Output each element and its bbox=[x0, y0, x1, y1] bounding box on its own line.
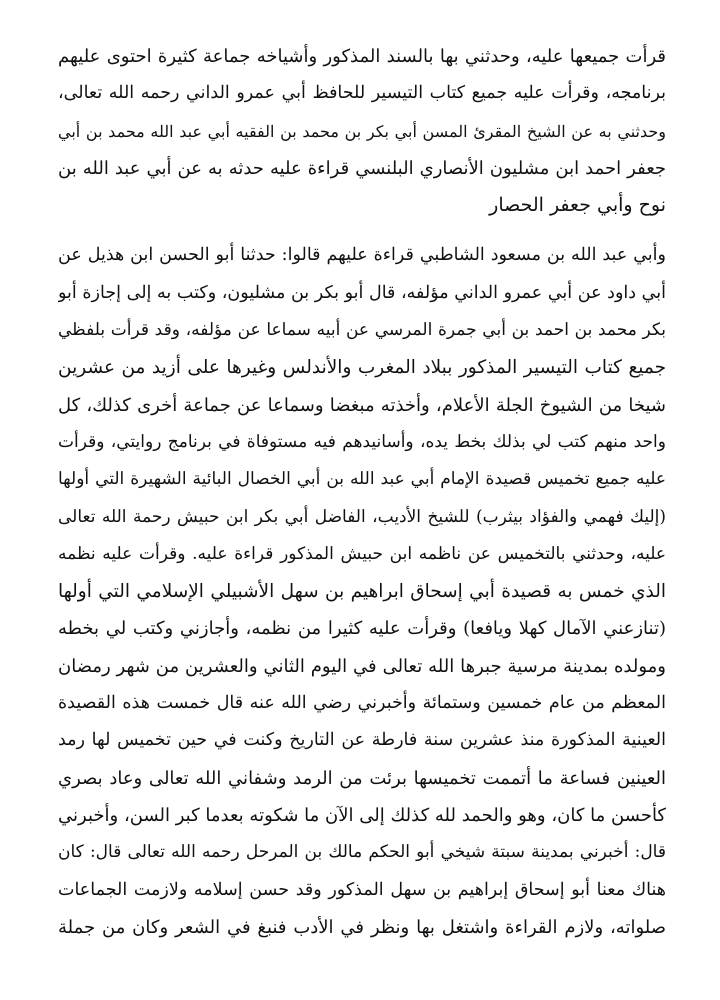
text-line: هناك معنا أبو إسحاق إبراهيم بن سهل المذكور وقد حسن إسلامه ولازمت الجماعات bbox=[58, 879, 666, 900]
text-line: العينين فساعة ما أتممت تخميسها برئت من الرمد وشفاني الله تعالى وعاد بصري bbox=[58, 767, 666, 789]
text-line: نوح وأبي جعفر الحصار bbox=[489, 194, 666, 217]
text-line: العينية المذكورة منذ عشرين سنة فارطة عن التاريخ وكنت في حين تخميس لها رمد bbox=[58, 730, 666, 751]
text-line: برنامجه، وقرأت عليه جميع كتاب التيسير للحافظ أبي عمرو الداني رحمه الله تعالى، bbox=[58, 83, 666, 104]
paragraph-1 bbox=[58, 38, 666, 224]
text-line: أبي داود عن أبي عمرو الداني مؤلفه، قال أبو بكر بن مشليون، وكتب به إلى إجازة أبو bbox=[58, 282, 666, 303]
text-line: المعظم من عام خمسين وستمائة وأخبرني رضي الله عنه قال خمست هذه القصيدة bbox=[58, 693, 666, 714]
text-line: قرأت جميعها عليه، وحدثني بها بالسند المذكور وأشياخه جماعة كثيرة احتوى عليهم bbox=[58, 46, 666, 67]
paragraph-spacer bbox=[58, 224, 666, 237]
paragraph-2 bbox=[58, 237, 666, 946]
text-line: عليه جميع تخميس قصيدة الإمام أبي عبد الله بن أبي الخصال البائية الشهيرة التي أولها bbox=[58, 469, 666, 490]
text-line: عليه، وحدثني بالتخميس عن ناظمه ابن حبيش المذكور قراءة عليه. وقرأت عليه نظمه bbox=[58, 543, 666, 564]
text-line: الذي خمس به قصيدة أبي إسحاق ابراهيم بن سهل الأشبيلي الإسلامي التي أولها bbox=[58, 581, 666, 603]
text-line: وحدثني به عن الشيخ المقرئ المسن أبي بكر بن محمد بن الفقيه أبي عبد الله محمد بن أبي bbox=[58, 121, 666, 141]
text-line: بكر محمد بن احمد بن أبي جمرة المرسي عن أبيه سماعا عن مؤلفه، وقد قرأت بلفظي bbox=[58, 320, 666, 341]
text-line: ومولده بمدينة مرسية جبرها الله تعالى في اليوم الثاني والعشرين من شهر رمضان bbox=[58, 655, 666, 677]
text-line: (تنازعني الآمال كهلا ويافعا) وقرأت عليه كثيرا من نظمه، وأجازني وكتب لي بخطه bbox=[58, 618, 666, 640]
text-line: جعفر احمد ابن مشليون الأنصاري البلنسي قراءة عليه حدثه به عن أبي عبد الله بن bbox=[58, 157, 666, 179]
text-line: قال: أخبرني بمدينة سبتة شيخي أبو الحكم مالك بن المرحل رحمه الله تعالى قال: كان bbox=[58, 842, 666, 863]
text-line: وأبي عبد الله بن مسعود الشاطبي قراءة عليهم قالوا: حدثنا أبو الحسن ابن هذيل عن bbox=[58, 245, 666, 266]
text-line: شيخا من الشيوخ الجلة الأعلام، وأخذته مبغضا وسماعا عن جماعة أخرى كذلك، كل bbox=[58, 394, 666, 416]
text-line: صلواته، ولازم القراءة واشتغل بها ونظر في الأدب فنبغ في الشعر وكان من جملة bbox=[58, 916, 666, 938]
text-line: جميع كتاب التيسير المذكور ببلاد المغرب والأندلس وغيرها على أزيد من عشرين bbox=[58, 357, 666, 379]
text-line: واحد منهم كتب لي بذلك بخط يده، وأسانيدهم فيه مستوفاة في برنامج روايتي، وقرأت bbox=[58, 431, 666, 452]
text-line: كأحسن ما كان، وهو والحمد لله كذلك إلى الآن ما شكوته بعدما كبر السن، وأخبرني bbox=[58, 804, 666, 826]
document-page bbox=[58, 38, 666, 946]
text-line: (إليك فهمي والفؤاد بيثرب) للشيخ الأديب، الفاضل أبي بكر ابن حبيش رحمة الله تعالى bbox=[58, 506, 666, 527]
